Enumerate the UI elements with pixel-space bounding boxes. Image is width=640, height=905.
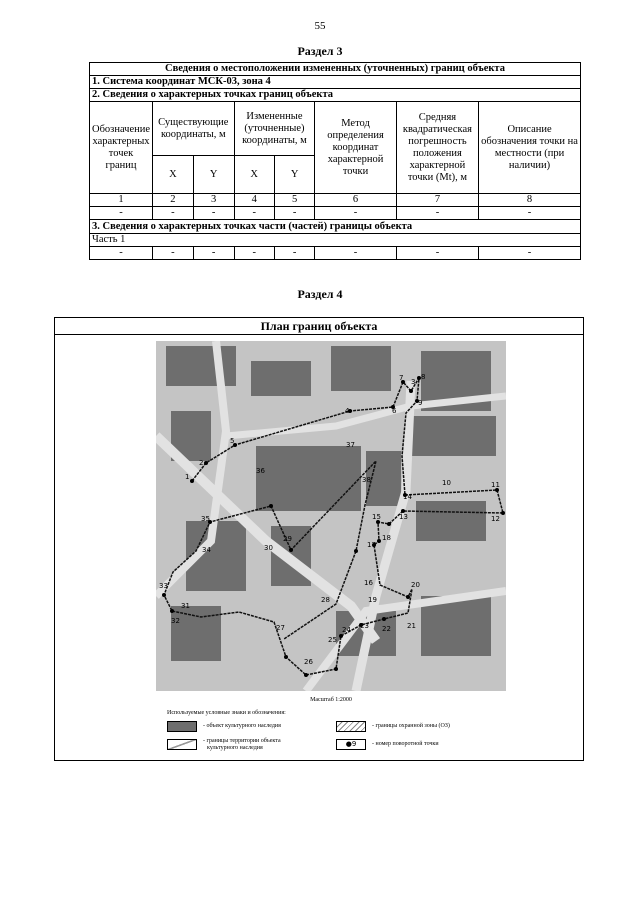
table-cell: - <box>274 207 314 220</box>
map-svg <box>156 341 506 691</box>
svg-text:29: 29 <box>283 535 292 543</box>
svg-text:24: 24 <box>342 626 351 634</box>
svg-text:32: 32 <box>171 617 180 625</box>
coord-system-row: 1. Система координат МСК-03, зона 4 <box>90 76 581 89</box>
table-cell: - <box>315 247 396 260</box>
svg-text:14: 14 <box>403 493 412 501</box>
svg-text:19: 19 <box>368 596 377 604</box>
svg-text:26: 26 <box>304 658 313 666</box>
legend-heritage: - объект культурного наследия <box>203 723 281 729</box>
svg-text:37: 37 <box>346 441 355 449</box>
legend-title: Используемые условные знаки и обозначения: <box>167 710 286 716</box>
table-cell: - <box>234 207 274 220</box>
column-number: 7 <box>396 194 478 207</box>
col-description: Описание обозначения точки на местности (при наличии) <box>479 102 581 194</box>
column-number: 2 <box>153 194 194 207</box>
legend-protection-zone: - границы охранной зоны (ОЗ) <box>372 723 450 729</box>
table-cell: - <box>90 207 153 220</box>
svg-text:36: 36 <box>256 467 265 475</box>
table-header: Сведения о местоположении измененных (уточненных) границ объекта <box>90 63 581 76</box>
col-method: Метод определения координат характерной точки <box>315 102 396 194</box>
svg-text:30: 30 <box>264 544 273 552</box>
col-x-existing: X <box>153 156 194 194</box>
table-cell: - <box>90 247 153 260</box>
svg-text:33: 33 <box>159 582 168 590</box>
svg-text:13: 13 <box>399 513 408 521</box>
table-cell: - <box>315 207 396 220</box>
col-existing-coords: Существующие координаты, м <box>153 102 235 156</box>
svg-text:9: 9 <box>418 399 423 407</box>
svg-text:8: 8 <box>421 373 426 381</box>
svg-text:4: 4 <box>345 407 350 415</box>
table-cell: - <box>153 247 194 260</box>
svg-text:21: 21 <box>407 622 416 630</box>
legend-point-number: - номер поворотной точки <box>372 741 439 747</box>
table-cell: - <box>396 247 478 260</box>
svg-text:18: 18 <box>382 534 391 542</box>
svg-text:16: 16 <box>364 579 373 587</box>
svg-text:38: 38 <box>362 476 371 484</box>
svg-text:3: 3 <box>411 378 416 386</box>
svg-text:12: 12 <box>491 515 500 523</box>
protection-zone-symbol <box>336 721 366 732</box>
turn-point-symbol: ●9 <box>336 739 366 750</box>
svg-text:22: 22 <box>382 625 391 633</box>
svg-text:5: 5 <box>230 437 235 445</box>
svg-text:15: 15 <box>372 513 381 521</box>
svg-text:35: 35 <box>201 515 210 523</box>
svg-text:11: 11 <box>491 481 500 489</box>
boundary-info-table <box>89 62 581 260</box>
part-label-row: Часть 1 <box>90 234 581 247</box>
svg-text:2: 2 <box>199 459 204 467</box>
territory-symbol <box>167 739 197 750</box>
column-number: 1 <box>90 194 153 207</box>
col-point-designation: Обозначение характерных точек границ <box>90 102 153 194</box>
column-number: 3 <box>193 194 234 207</box>
heritage-symbol <box>167 721 197 732</box>
legend-territory-cont: культурного наследия <box>207 745 263 751</box>
table-cell: - <box>274 247 314 260</box>
points-header-row: 2. Сведения о характерных точках границ объекта <box>90 89 581 102</box>
col-error: Средняя квадратическая погрешность положения характерной точки (Мt), м <box>396 102 478 194</box>
cadastral-map <box>156 341 506 691</box>
map-scale: Масштаб 1:2000 <box>310 697 352 703</box>
column-number: 6 <box>315 194 396 207</box>
svg-text:17: 17 <box>367 541 376 549</box>
svg-text:34: 34 <box>202 546 211 554</box>
svg-text:1: 1 <box>185 473 190 481</box>
svg-text:7: 7 <box>399 374 404 382</box>
table-cell: - <box>193 247 234 260</box>
legend-territory: - границы территории объекта <box>203 738 281 744</box>
svg-text:28: 28 <box>321 596 330 604</box>
col-changed-coords: Измененные (уточненные) координаты, м <box>234 102 315 156</box>
svg-text:20: 20 <box>411 581 420 589</box>
page-number: 55 <box>314 20 326 32</box>
col-x-changed: X <box>234 156 274 194</box>
svg-text:25: 25 <box>328 636 337 644</box>
part-points-header-row: 3. Сведения о характерных точках части (частей) границы объекта <box>90 220 581 234</box>
svg-text:6: 6 <box>392 407 397 415</box>
column-number: 5 <box>274 194 314 207</box>
plan-title: План границ объекта <box>55 318 583 335</box>
col-y-existing: Y <box>193 156 234 194</box>
table-cell: - <box>479 207 581 220</box>
svg-text:23: 23 <box>360 622 369 630</box>
table-cell: - <box>193 207 234 220</box>
section-3-title: Раздел 3 <box>297 44 343 58</box>
svg-text:27: 27 <box>276 624 285 632</box>
column-number: 8 <box>479 194 581 207</box>
table-cell: - <box>153 207 194 220</box>
column-number: 4 <box>234 194 274 207</box>
col-y-changed: Y <box>274 156 314 194</box>
table-cell: - <box>234 247 274 260</box>
table-cell: - <box>479 247 581 260</box>
svg-text:31: 31 <box>181 602 190 610</box>
svg-text:10: 10 <box>442 479 451 487</box>
section-4-title: Раздел 4 <box>297 287 343 301</box>
table-cell: - <box>396 207 478 220</box>
